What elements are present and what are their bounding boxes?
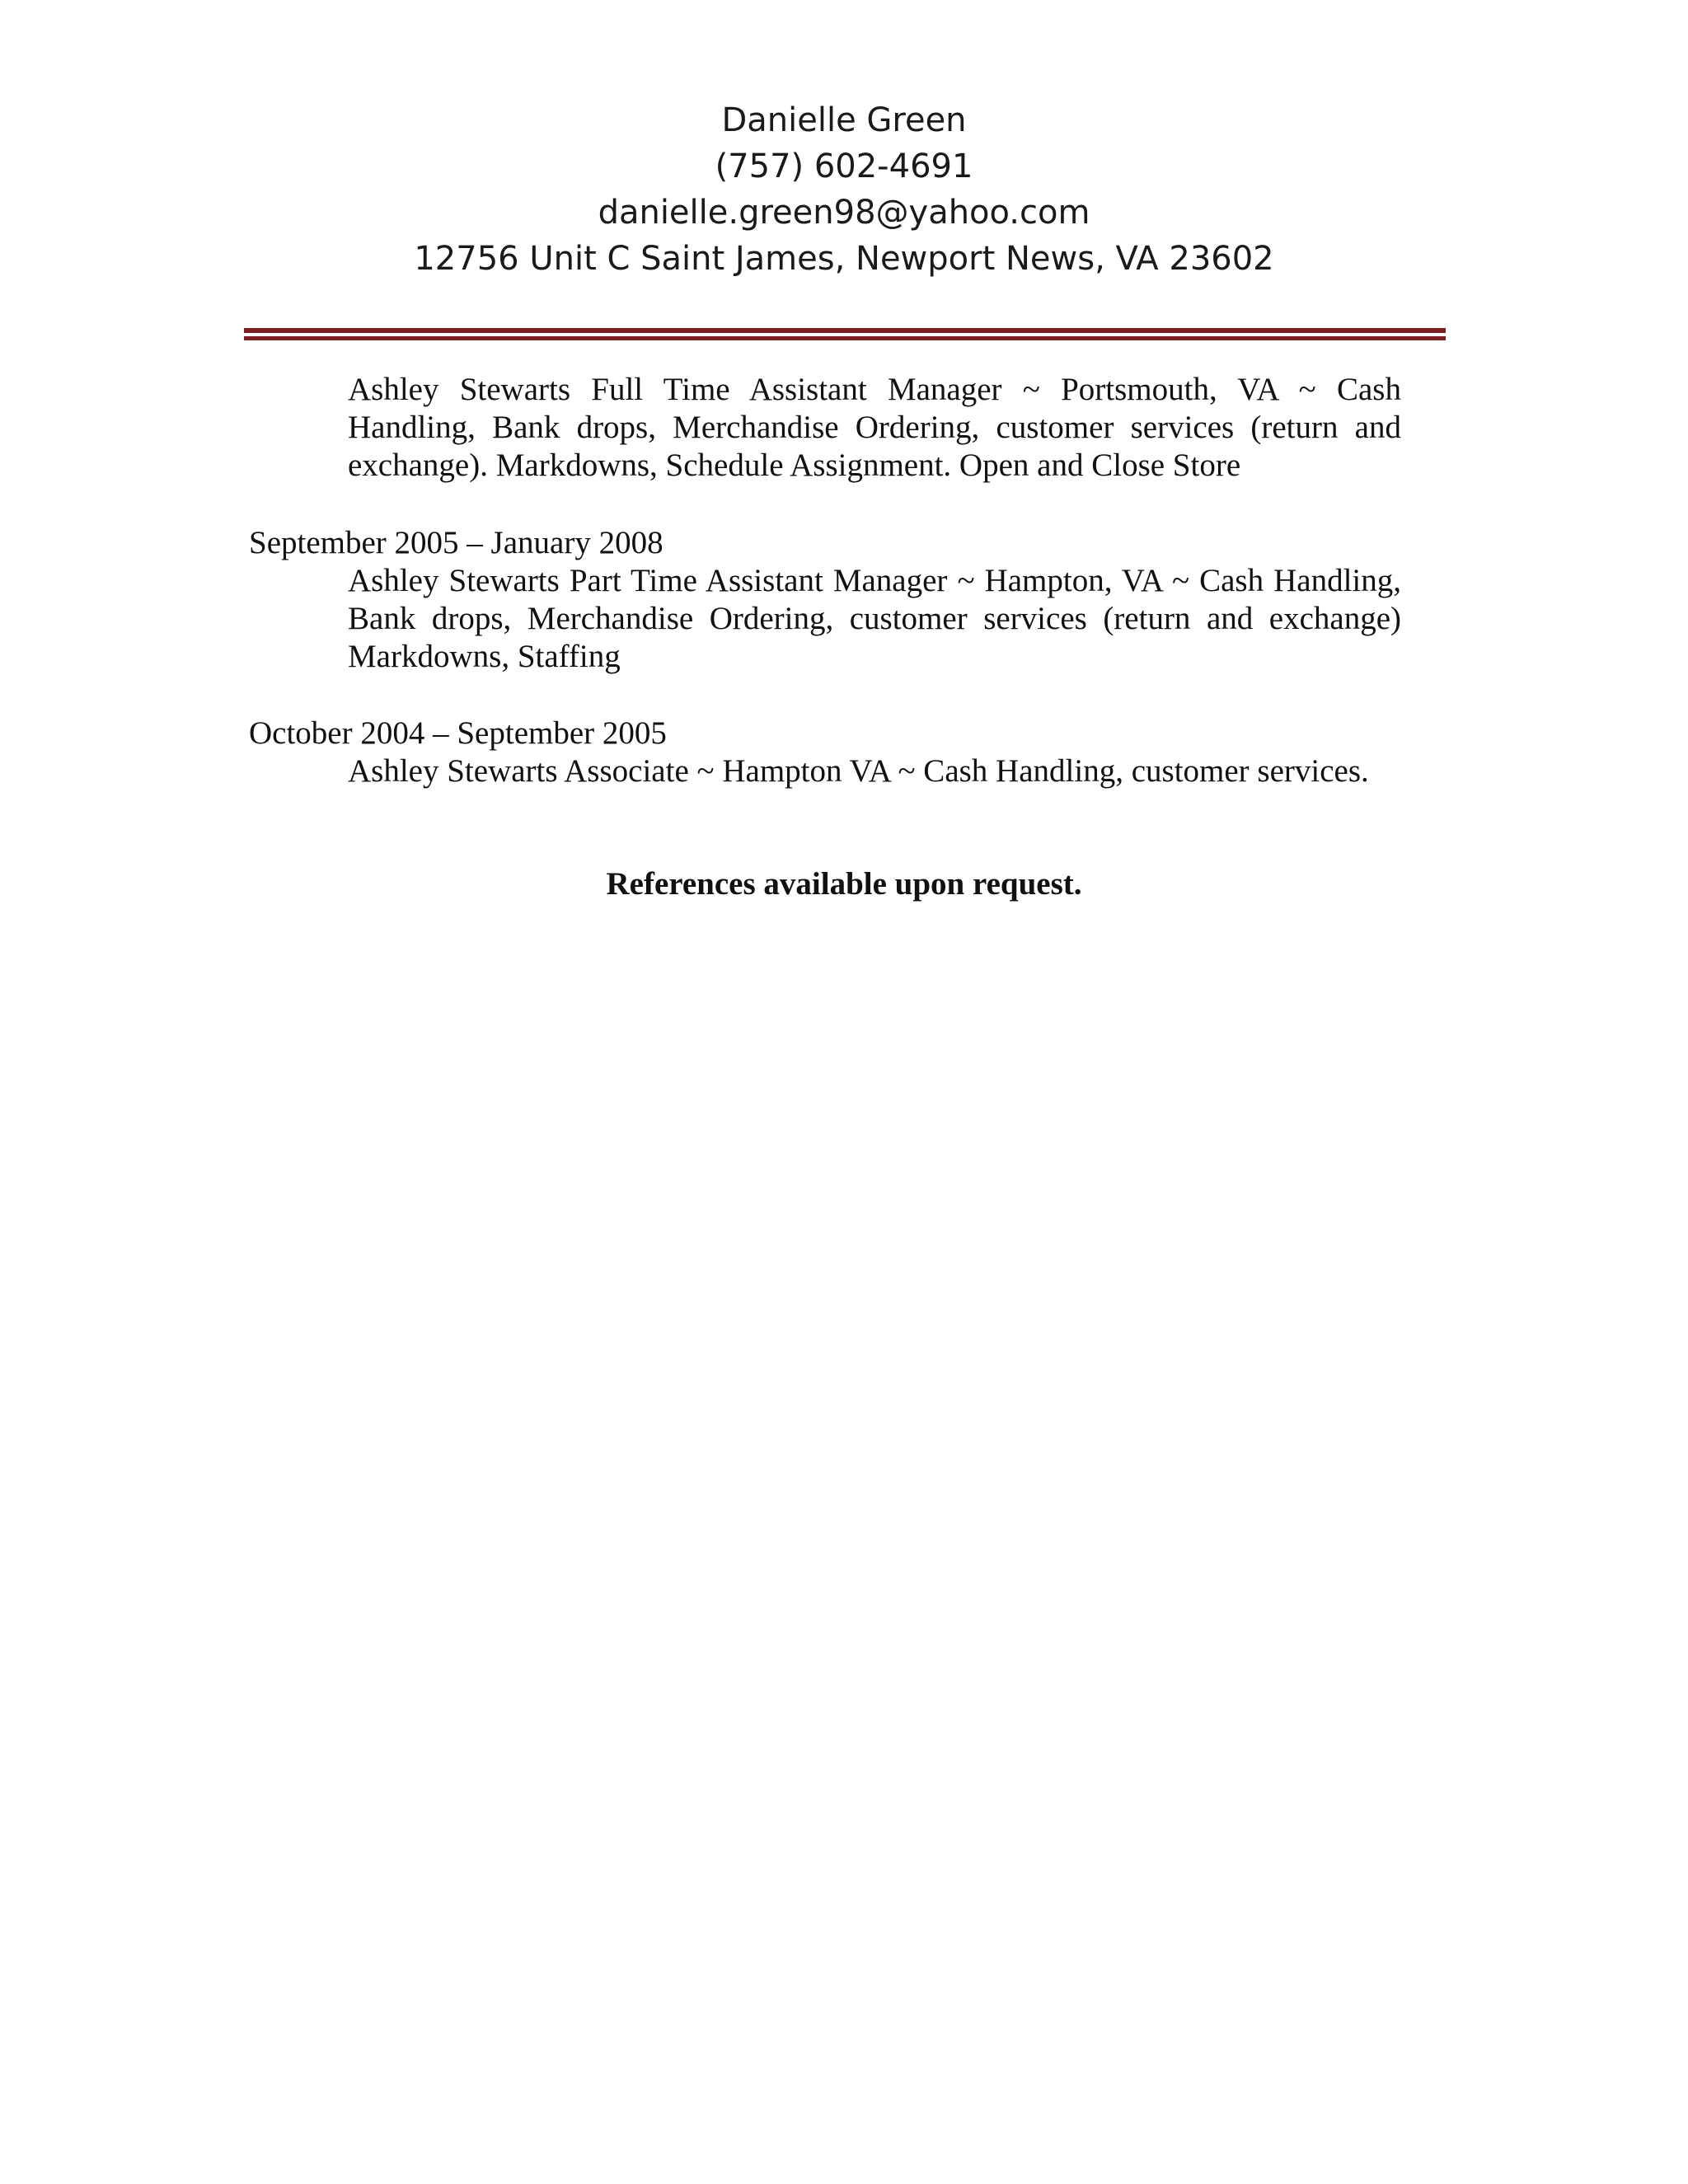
job-description-part-time-assistant-manager: Ashley Stewarts Part Time Assistant Manager ~ Hampton, VA ~ Cash Handling, Bank drops, Merchandise Ordering, customer services (return and exchange) Markdowns, Staffing [348,563,1401,674]
applicant-address: 12756 Unit C Saint James, Newport News, VA 23602 [414,240,1274,278]
job-dates-associate: October 2004 – September 2005 [249,715,667,751]
job-description-full-time-assistant-manager: Ashley Stewarts Full Time Assistant Manager ~ Portsmouth, VA ~ Cash Handling, Bank drops, Merchandise Ordering, customer services (return and exchange). Markdowns, Schedule Assignment. Open and Close Store [348,372,1401,483]
references-note: References available upon request. [606,866,1082,902]
applicant-email: danielle.green98@yahoo.com [598,194,1090,232]
applicant-phone: (757) 602-4691 [715,148,973,185]
job-description-associate: Ashley Stewarts Associate ~ Hampton VA ~ Cash Handling, customer services. [348,753,1369,789]
header-divider-bottom [244,336,1446,340]
header-divider-top [244,328,1446,333]
applicant-name: Danielle Green [721,101,967,139]
job-dates-part-time-assistant-manager: September 2005 – January 2008 [249,525,663,560]
resume-header [0,97,1688,282]
